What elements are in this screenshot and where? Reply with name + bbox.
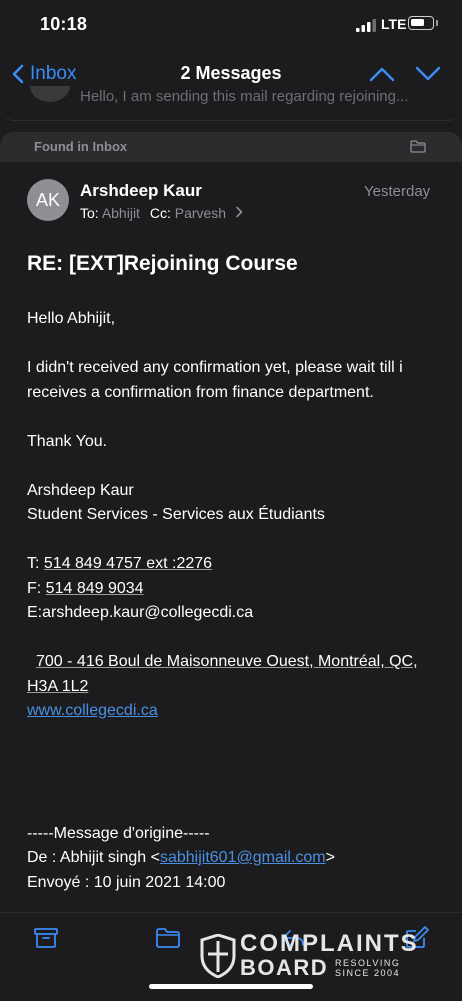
page-title: 2 Messages (180, 63, 282, 83)
orig-from-label: De : Abhijit singh < (27, 849, 160, 866)
home-indicator[interactable] (149, 984, 313, 989)
signature-name: Arshdeep Kaur (27, 481, 134, 499)
avatar-initials: AK (35, 189, 60, 210)
message-body (27, 307, 447, 895)
orig-from-end: > (325, 849, 335, 866)
back-label: Inbox (30, 63, 77, 84)
website-link[interactable]: www.collegecdi.ca (27, 702, 158, 719)
watermark-tag2: SINCE 2004 (335, 968, 401, 978)
message-subject: RE: [EXT]Rejoining Course (27, 252, 298, 275)
sender-name[interactable]: Arshdeep Kaur (80, 181, 202, 200)
previous-message-card[interactable] (0, 86, 462, 121)
to-recipient: Abhijit (101, 205, 140, 221)
previous-avatar (30, 86, 70, 102)
phone-line (27, 552, 447, 577)
address-link[interactable]: 700 - 416 Boul de Maisonneuve Ouest, Montréal, QC, H3A 1L2 (27, 653, 418, 695)
battery-icon (408, 16, 434, 30)
folder-icon[interactable] (410, 140, 426, 153)
complaintsboard-shield-logo (200, 934, 236, 978)
to-label: To: (80, 205, 99, 221)
phone-label: T: (27, 555, 44, 572)
sender-avatar[interactable] (27, 179, 69, 221)
fax-link[interactable]: 514 849 9034 (45, 579, 144, 597)
cellular-signal-icon (356, 19, 376, 32)
recipients-line[interactable] (80, 205, 243, 221)
fax-line (27, 577, 447, 602)
original-sent-line: Envoyé : 10 juin 2021 14:00 (27, 873, 226, 891)
found-in-label: Found in Inbox (34, 139, 128, 154)
message-date: Yesterday (364, 183, 431, 200)
next-message-button[interactable] (414, 64, 442, 84)
move-to-folder-icon[interactable] (155, 926, 181, 950)
previous-snippet: Hello, I am sending this mail regarding rejoining... (80, 88, 409, 105)
body-paragraph: I didn't received any confirmation yet, please wait till i receives a confirmation from finance department. (27, 359, 403, 401)
orig-from-email-link[interactable]: sabhijit601@gmail.com (159, 849, 326, 866)
signature-title: Student Services - Services aux Étudiants (27, 506, 325, 523)
chevron-right-icon (235, 206, 243, 218)
email-line: E:arshdeep.kaur@collegecdi.ca (27, 604, 254, 621)
cc-label: Cc: (149, 205, 171, 221)
watermark-tag1: RESOLVING (335, 958, 401, 968)
watermark-line1: COMPLAINTS (240, 930, 419, 957)
original-message-header: -----Message d'origine----- (27, 824, 210, 842)
previous-message-button[interactable] (368, 64, 396, 84)
status-time: 10:18 (40, 14, 88, 34)
cc-recipient: Parvesh (174, 205, 227, 221)
network-type: LTE (381, 16, 407, 32)
watermark-line2: BOARD (240, 955, 329, 980)
fax-label: F: (27, 579, 46, 597)
archive-icon[interactable] (33, 926, 59, 950)
greeting: Hello Abhijit, (27, 310, 116, 327)
watermark-tagline (335, 958, 400, 978)
original-from-line (27, 846, 447, 871)
closing: Thank You. (27, 432, 108, 450)
phone-link[interactable]: 514 849 4757 ext :2276 (43, 555, 213, 572)
battery-tip (436, 20, 438, 26)
